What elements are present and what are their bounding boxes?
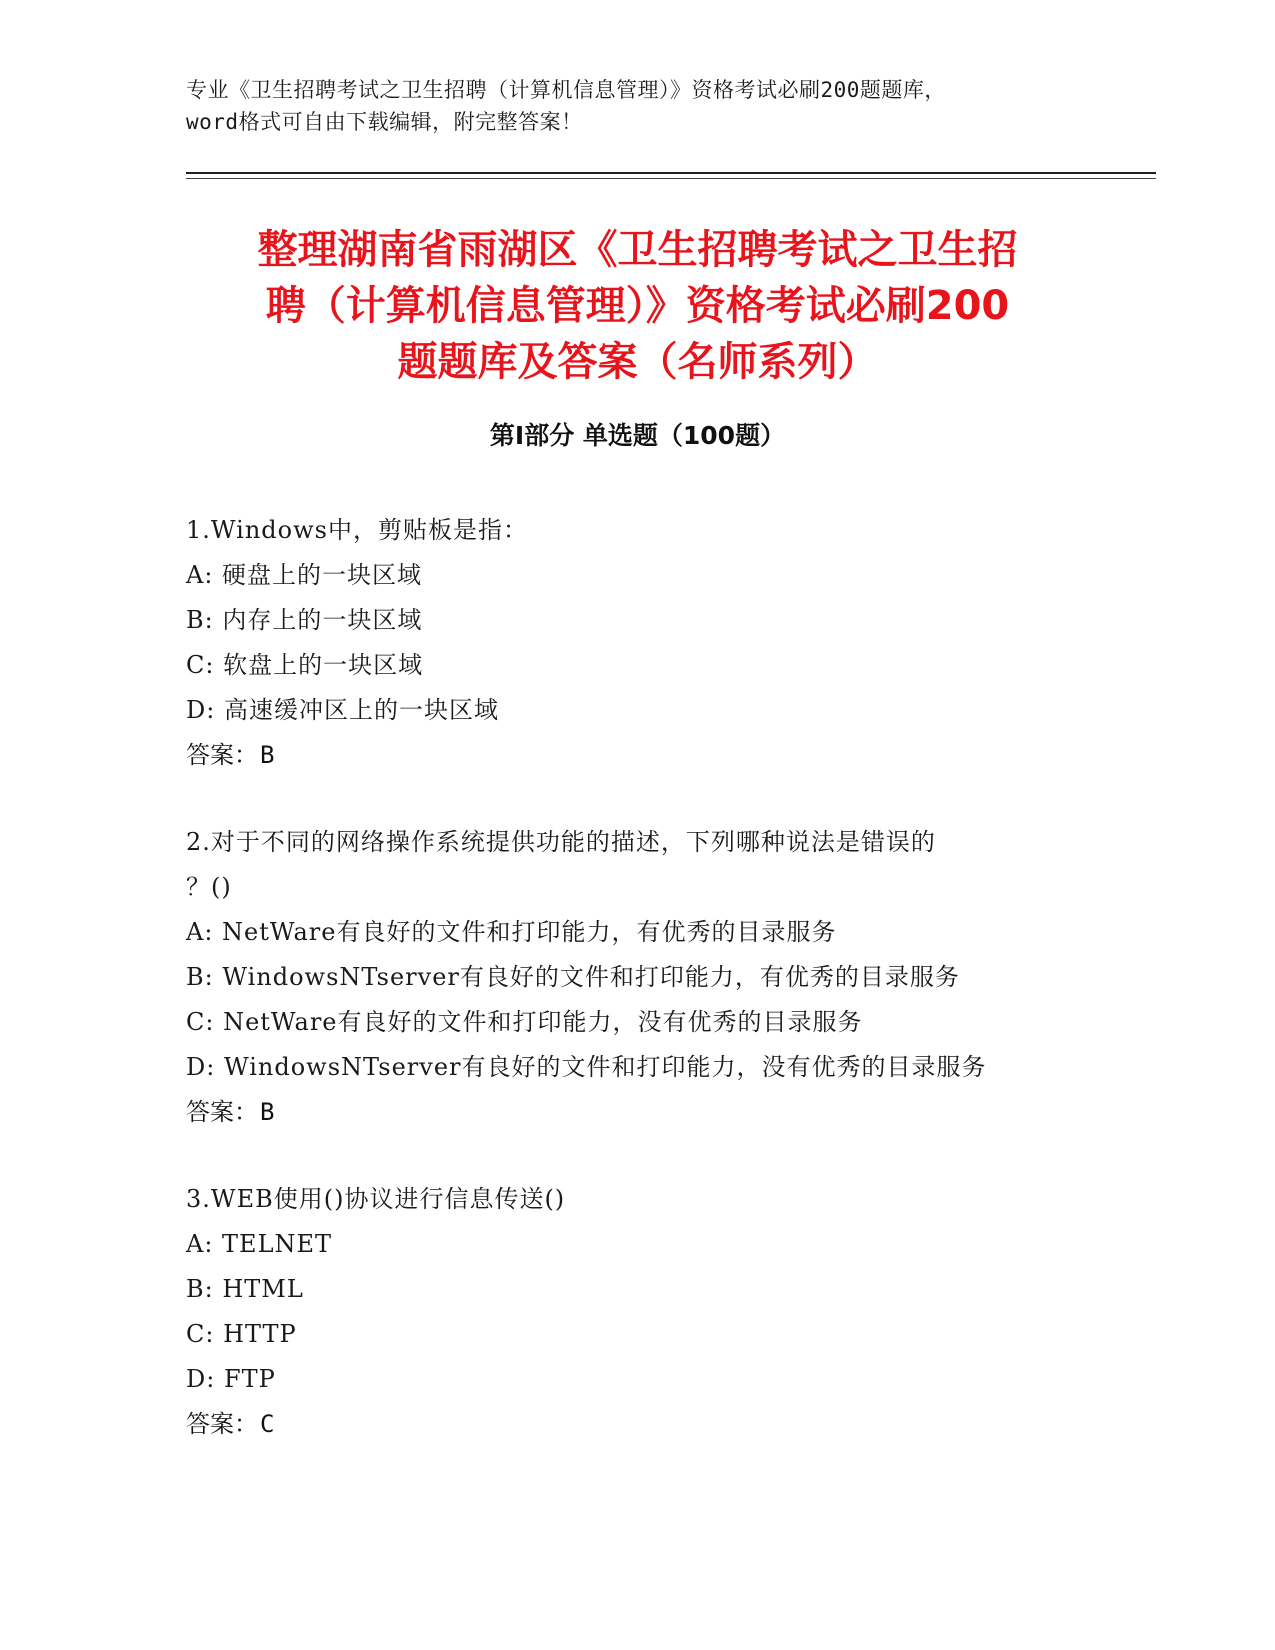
- option-b: B: 内存上的一块区域: [186, 606, 423, 634]
- title-line-2: 聘（计算机信息管理）》资格考试必刷200: [265, 283, 1010, 329]
- header-note-line-2: word格式可自由下载编辑，附完整答案！: [186, 110, 583, 134]
- question-stem-line: 2.对于不同的网络操作系统提供功能的描述，下列哪种说法是错误的: [186, 828, 936, 856]
- option-b: B: HTML: [186, 1275, 304, 1303]
- header-rule-thin: [186, 178, 1156, 179]
- question-stem: [186, 820, 1046, 910]
- section-heading: 第Ⅰ部分 单选题（100题）: [489, 421, 786, 450]
- question-1: [186, 508, 1086, 778]
- answer-line: [186, 1402, 1086, 1447]
- question-3: [186, 1177, 1086, 1447]
- question-stem-line: 1.Windows中，剪贴板是指：: [186, 516, 528, 544]
- question-stem: [186, 508, 1046, 553]
- question-2: [186, 820, 1086, 1135]
- header-rule-thick: [186, 172, 1156, 174]
- answer-line: [186, 1090, 1086, 1135]
- option-c: C: 软盘上的一块区域: [186, 651, 424, 679]
- question-list: [186, 508, 1086, 1489]
- answer-label: 答案：: [186, 741, 258, 769]
- option-b: B: WindowsNTserver有良好的文件和打印能力，有优秀的目录服务: [186, 963, 960, 991]
- answer-label: 答案：: [186, 1098, 258, 1126]
- option-a: A: TELNET: [186, 1230, 333, 1258]
- option-a: A: NetWare有良好的文件和打印能力，有优秀的目录服务: [186, 918, 837, 946]
- option-c: C: NetWare有良好的文件和打印能力，没有优秀的目录服务: [186, 1008, 863, 1036]
- title-line-3: 题题库及答案（名师系列）: [397, 339, 878, 385]
- answer-label: 答案：: [186, 1410, 258, 1438]
- option-d: D: WindowsNTserver有良好的文件和打印能力，没有优秀的目录服务: [186, 1053, 987, 1081]
- option-d: D: 高速缓冲区上的一块区域: [186, 696, 499, 724]
- answer-line: [186, 733, 1086, 778]
- option-d: D: FTP: [186, 1365, 276, 1393]
- header-note-line-1: 专业《卫生招聘考试之卫生招聘（计算机信息管理）》资格考试必刷200题题库，: [186, 78, 946, 102]
- question-stem: [186, 1177, 1046, 1222]
- title-line-1: 整理湖南省雨湖区《卫生招聘考试之卫生招: [257, 227, 1018, 273]
- answer-value: B: [260, 741, 275, 769]
- option-c: C: HTTP: [186, 1320, 297, 1348]
- question-stem-line: 3.WEB使用()协议进行信息传送(): [186, 1185, 566, 1213]
- answer-value: C: [260, 1410, 275, 1438]
- document-title: [150, 222, 1125, 390]
- option-a: A: 硬盘上的一块区域: [186, 561, 423, 589]
- answer-value: B: [260, 1098, 275, 1126]
- question-stem-line: ？(): [186, 873, 232, 901]
- header-note: [186, 74, 1106, 138]
